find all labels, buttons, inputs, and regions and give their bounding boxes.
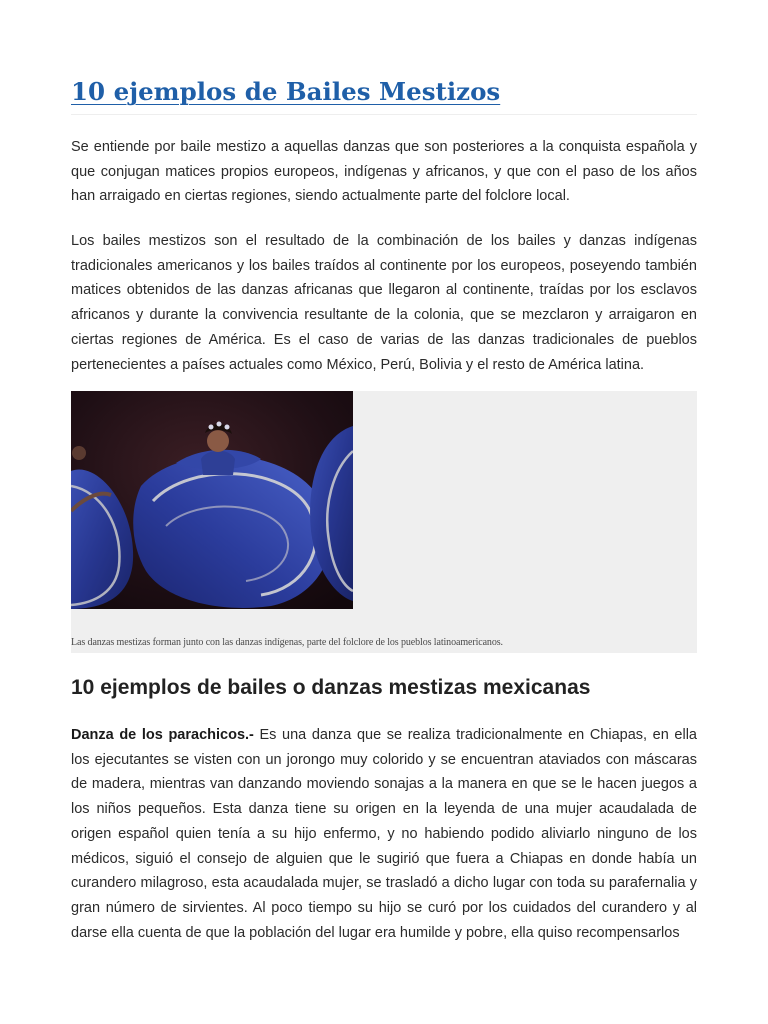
figure xyxy=(71,391,697,653)
figure-caption: Las danzas mestizas forman junto con las danzas indígenas, parte del folclore de los pueblos latinoamericanos. xyxy=(71,637,503,648)
article-title[interactable]: 10 ejemplos de Bailes Mestizos xyxy=(71,77,501,106)
list-item-paragraph xyxy=(71,723,697,945)
item-lead: Danza de los parachicos.- xyxy=(71,727,254,743)
dancers-photo xyxy=(71,391,353,609)
title-divider xyxy=(71,114,697,115)
section-heading: 10 ejemplos de bailes o danzas mestizas mexicanas xyxy=(71,676,591,699)
intro-paragraph: Se entiende por baile mestizo a aquellas danzas que son posteriores a la conquista española y que conjugan matices propios europeos, indígenas y africanos, y que con el paso de los años han arraigado en ciertas regiones, siendo actualmente parte del folclore local. xyxy=(71,139,697,205)
body-paragraph: Los bailes mestizos son el resultado de la combinación de los bailes y danzas indígenas tradicionales americanos y los bailes traídos al continente por los europeos, poseyendo también matices obtenidos de las danzas africanas que llegaron al continente, traídas por los esclavos africanos y durante la convivencia resultante de la colonia, que se mezclaron y arraigaron en ciertas regiones de América. Es el caso de varias de las danzas tradicionales de pueblos pertenecientes a países actuales como México, Perú, Bolivia y el resto de América latina. xyxy=(71,233,697,373)
item-text: Es una danza que se realiza tradicionalmente en Chiapas, en ella los ejecutantes se visten con un jorongo muy colorido y se encuentran ataviados con máscaras de madera, mientras van danzando moviendo sonajas a la manera en que se le hacen juegos a los niños pequeños. Esta danza tiene su origen en la leyenda de una mujer acaudalada de origen español quien tenía a su hijo enfermo, y no habiendo podido aliviarlo ninguno de los médicos, siguió el consejo de alguien que le sugirió que fuera a Chiapas en donde había un curandero milagroso, esta acaudalada mujer, se trasladó a dicho lugar con toda su parafernalia y gran número de sirvientes. Al poco tiempo su hijo se curó por los cuidados del curandero y al darse ella cuenta de que la población del lugar era humilde y pobre, ella quiso recompensarlos xyxy=(71,727,697,941)
